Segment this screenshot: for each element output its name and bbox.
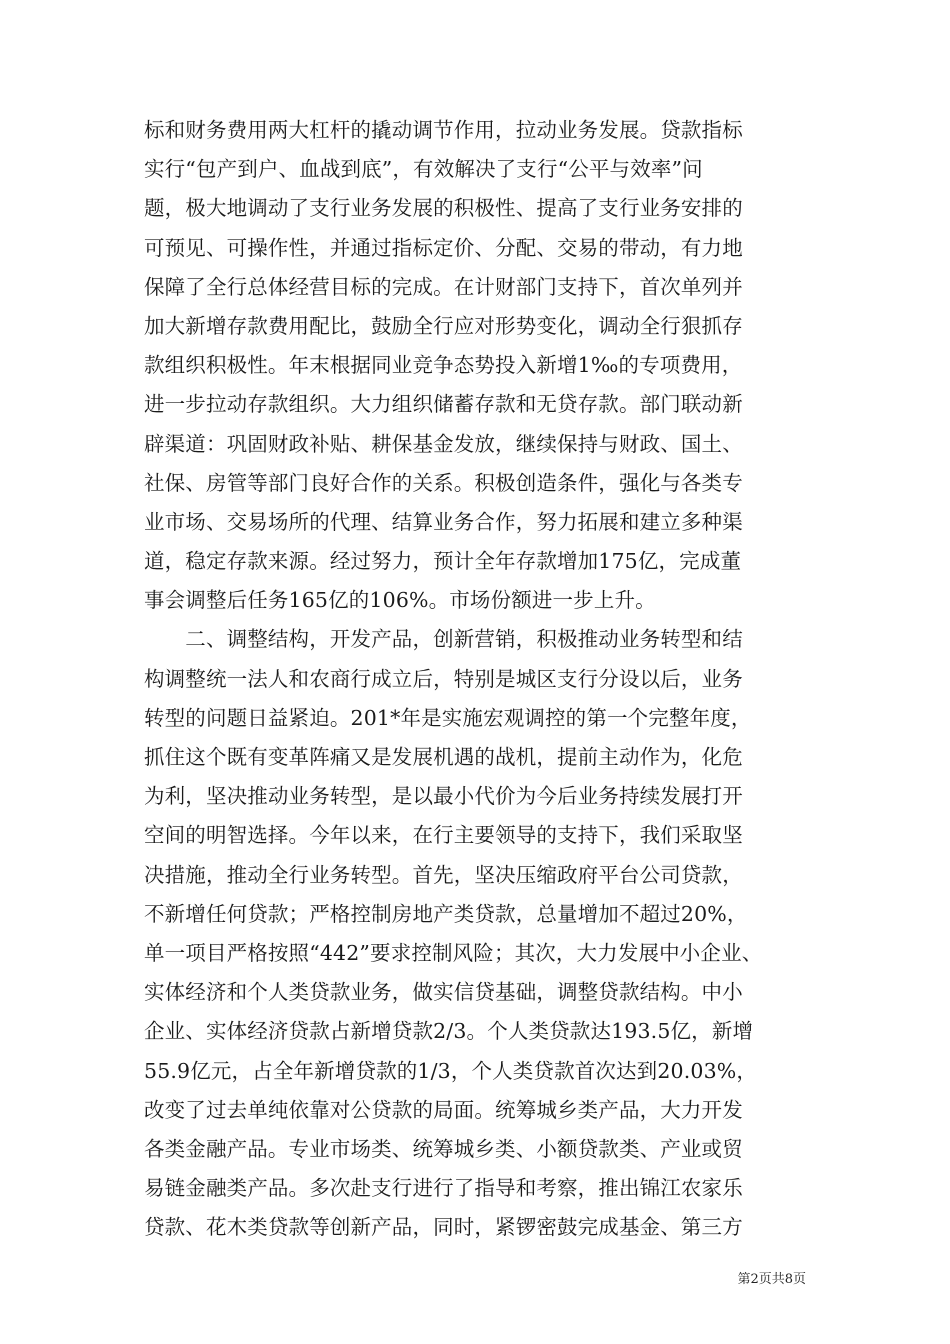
text-line: 空间的明智选择。今年以来，在行主要领导的支持下，我们采取坚	[144, 823, 743, 848]
page-number: 第2页共8页	[737, 1272, 806, 1287]
text-line: 可预见、可操作性，并通过指标定价、分配、交易的带动，有力地	[144, 235, 743, 260]
text-line: 各类金融产品。专业市场类、统筹城乡类、小额贷款类、产业或贸	[144, 1136, 743, 1161]
text-line: 易链金融类产品。多次赴支行进行了指导和考察，推出锦江农家乐	[144, 1176, 743, 1201]
text-line: 构调整统一法人和农商行成立后，特别是城区支行分设以后，业务	[144, 666, 743, 691]
text-line: 改变了过去单纯依靠对公贷款的局面。统筹城乡类产品，大力开发	[144, 1097, 743, 1122]
text-line: 实行“包产到户、血战到底”，有效解决了支行“公平与效率”问	[144, 157, 703, 182]
text-line: 单一项目严格按照“442”要求控制风险；其次，大力发展中小企业、	[144, 940, 763, 965]
text-line: 事会调整后任务165亿的106%。市场份额进一步上升。	[144, 588, 656, 613]
text-line: 加大新增存款费用配比，鼓励全行应对形势变化，调动全行狠抓存	[144, 313, 743, 338]
text-line: 二、调整结构，开发产品，创新营销，积极推动业务转型和结	[144, 627, 743, 652]
text-line: 转型的问题日益紧迫。201*年是实施宏观调控的第一个完整年度，	[144, 705, 752, 730]
text-line: 保障了全行总体经营目标的完成。在计财部门支持下，首次单列并	[144, 274, 743, 299]
text-line: 辟渠道：巩固财政补贴、耕保基金发放，继续保持与财政、国土、	[144, 431, 743, 456]
text-line: 题，极大地调动了支行业务发展的积极性、提高了支行业务安排的	[144, 196, 743, 221]
body-text	[144, 111, 806, 1247]
text-line: 决措施，推动全行业务转型。首先，坚决压缩政府平台公司贷款，	[144, 862, 743, 887]
text-line: 社保、房管等部门良好合作的关系。积极创造条件，强化与各类专	[144, 470, 743, 495]
text-line: 为利，坚决推动业务转型，是以最小代价为今后业务持续发展打开	[144, 784, 743, 809]
text-line: 抓住这个既有变革阵痛又是发展机遇的战机，提前主动作为，化危	[144, 745, 743, 769]
text-line: 进一步拉动存款组织。大力组织储蓄存款和无贷存款。部门联动新	[144, 392, 743, 417]
text-line: 道，稳定存款来源。经过努力，预计全年存款增加175亿，完成董	[144, 549, 742, 574]
text-line: 不新增任何贷款；严格控制房地产类贷款，总量增加不超过20%，	[144, 901, 748, 926]
text-line: 实体经济和个人类贷款业务，做实信贷基础，调整贷款结构。中小	[144, 980, 743, 1005]
text-line: 贷款、花木类贷款等创新产品，同时，紧锣密鼓完成基金、第三方	[144, 1215, 743, 1240]
text-line: 业市场、交易场所的代理、结算业务合作，努力拓展和建立多种渠	[144, 509, 743, 534]
text-line: 55.9亿元，占全年新增贷款的1/3，个人类贷款首次达到20.03%，	[144, 1058, 758, 1083]
text-line: 企业、实体经济贷款占新增贷款2/3。个人类贷款达193.5亿，新增	[144, 1019, 754, 1044]
text-line: 标和财务费用两大杠杆的撬动调节作用，拉动业务发展。贷款指标	[144, 118, 743, 142]
text-line: 款组织积极性。年末根据同业竞争态势投入新增1‰的专项费用，	[144, 353, 743, 378]
